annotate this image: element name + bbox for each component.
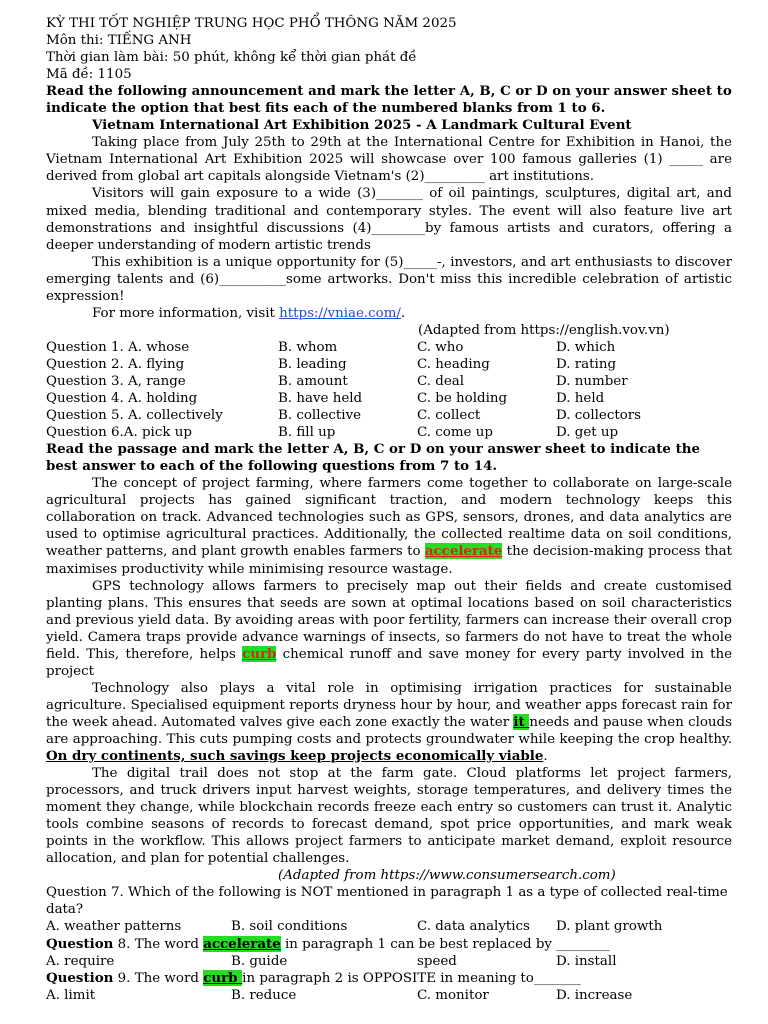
question-8 (46, 936, 732, 970)
exam-subject: Môn thi: TIẾNG ANH (46, 33, 192, 49)
announcement-paragraph-2: Visitors will gain exposure to a wide (3)_______ of oil paintings, sculptures, digital art, and mixed media, blending traditional and contemporary styles. The event will also feature live art demonstrations and insightful discussions (4)________by famous artists and curators, offering a deeper understanding of modern artistic trends (46, 186, 732, 253)
question-8-stem: Question 8. The word accelerate in paragraph 1 can be best replaced by ________ (46, 935, 610, 952)
question-9-options: A. limit B. reduce C. monitor D. increase (46, 987, 633, 1003)
question-row: Question 4. A. holding B. have held C. be holding D. held (46, 391, 605, 407)
exam-title: KỲ THI TỐT NGHIỆP TRUNG HỌC PHỔ THÔNG NĂM 2025 (46, 16, 457, 31)
passage-source: (Adapted from https://www.consumersearch.com) (278, 868, 616, 884)
announcement-info: For more information, visit https://vniae.com/. (92, 305, 406, 321)
question-9 (46, 970, 732, 1004)
passage-paragraph-4: The digital trail does not stop at the farm gate. Cloud platforms let project farmers, processors, and truck drivers input harvest weights, storage temperatures, and delivery times the moment they change, while blockchain records freeze each entry so customers can trust it. Analytic tools combine seasons of records to forecast demand, spot price opportunities, and mark weak points in the workflow. This allows project farmers to anticipate market demand, exploit resource allocation, and plan for potential challenges. (46, 766, 732, 867)
question-7 (46, 884, 732, 935)
question-7-options: A. weather patterns B. soil conditions C. data analytics D. plant growth (46, 919, 663, 935)
question-list-1-6 (46, 339, 732, 441)
question-7-stem: Question 7. Which of the following is NOT mentioned in paragraph 1 as a type of collected real-time data? (46, 885, 728, 918)
section2-instruction: Read the passage and mark the letter A, B, C or D on your answer sheet to indicate the best answer to each of the following questions from 7 to 14. (46, 441, 701, 475)
underlined-sentence: On dry continents, such savings keep projects economically viable (46, 748, 544, 765)
highlight-curb-q9: curb (203, 969, 243, 986)
question-row: Question 2. A. flying B. leading C. heading D. rating (46, 356, 617, 372)
question-row: Question 5. A. collectively B. collective C. collect D. collectors (46, 408, 642, 424)
question-8-options: A. require B. guide speed D. install (46, 953, 617, 969)
exam-time: Thời gian làm bài: 50 phút, không kể thời gian phát đề (46, 50, 417, 66)
passage-paragraph-3: Technology also plays a vital role in optimising irrigation practices for sustainable agriculture. Specialised equipment reports dryness hour by hour, and weather apps forecast rain for the week ahead. Automated valves give each zone exactly the water it needs and pause when clouds are approaching. This cuts pumping costs and protects groundwater while keeping the crop healthy. On dry continents, such savings keep projects economically viable. (46, 680, 732, 765)
passage-paragraph-2: GPS technology allows farmers to precisely map out their fields and create customised planting plans. This ensures that seeds are sown at optimal locations based on soil characteristics and previous yield data. By avoiding areas with poor fertility, farmers can increase their overall crop yield. Camera traps provide advance warnings of insects, so farmers do not have to treat the whole field. This, therefore, helps curb chemical runoff and save money for every party involved in the project (46, 578, 732, 679)
highlight-it: it (513, 713, 530, 730)
announcement-paragraph-3: This exhibition is a unique opportunity for (5)_____-, investors, and art enthusiasts to discover emerging talents and (6)__________some artworks. Don't miss this incredible celebration of artistic expression! (46, 254, 732, 304)
question-row: Question 1. A. whose B. whom C. who D. which (46, 339, 616, 355)
highlight-accelerate: accelerate (424, 543, 503, 560)
question-row: Question 6.A. pick up B. fill up C. come up D. get up (46, 425, 619, 441)
exam-code: Mã đề: 1105 (46, 67, 132, 83)
vniae-link[interactable]: https://vniae.com/ (279, 305, 401, 321)
highlight-curb: curb (242, 645, 277, 662)
announcement-title: Vietnam International Art Exhibition 2025 - A Landmark Cultural Event (92, 117, 632, 134)
passage-paragraph-1: The concept of project farming, where farmers come together to collaborate on large-scale agricultural projects has gained significant traction, and modern technology keeps this collaboration on track. Advanced technologies such as GPS, sensors, drones, and data analytics are used to optimise agricultural practices. Additionally, the collected realtime data on soil conditions, weather patterns, and plant growth enables farmers to accelerate the decision-making process that maximises productivity while minimising resource wastage. (46, 476, 732, 577)
question-9-stem: Question 9. The word curb in paragraph 2 is OPPOSITE in meaning to_______ (46, 969, 581, 986)
section1-instruction: Read the following announcement and mark the letter A, B, C or D on your answer sheet to indicate the option that best fits each of the numbered blanks from 1 to 6. (46, 83, 732, 117)
question-row: Question 3. A, range B. amount C. deal D. number (46, 373, 628, 389)
highlight-accelerate-q8: accelerate (203, 935, 281, 952)
announcement-paragraph-1: Taking place from July 25th to 29th at the International Centre for Exhibition in Hanoi, the Vietnam International Art Exhibition 2025 will showcase over 100 famous galleries (1) _____ are derived from global art capitals alongside Vietnam's (2)_________ art institutions. (46, 135, 732, 185)
announcement-source: (Adapted from https://english.vov.vn) (418, 322, 670, 338)
exam-page (46, 15, 732, 1004)
